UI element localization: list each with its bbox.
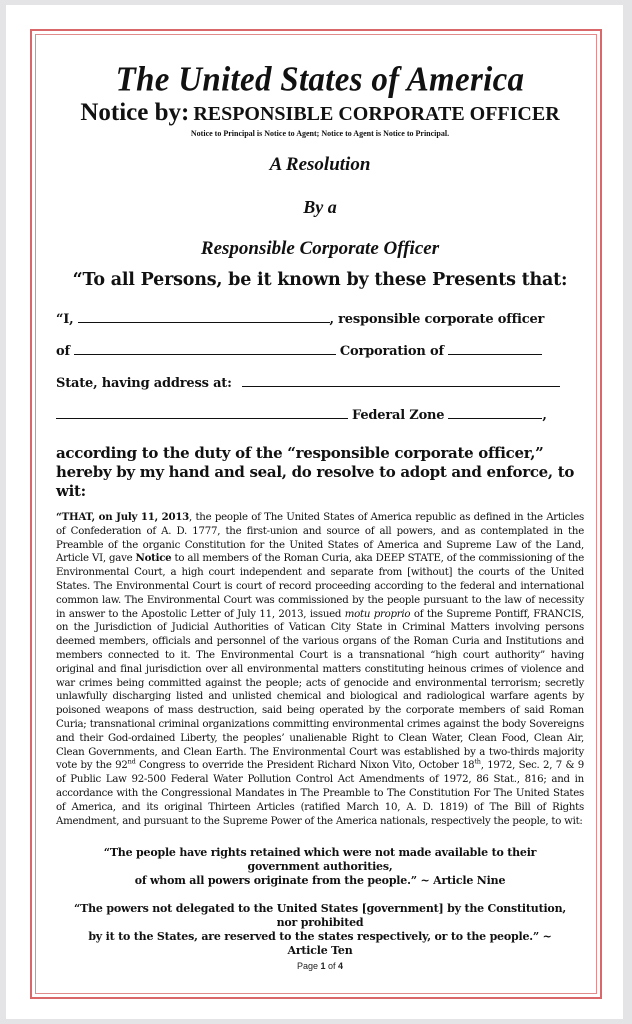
page-label: Page [296, 961, 318, 972]
body-lead: “THAT, on July 11, 2013 [56, 511, 190, 523]
body-part-4: Congress to override the President Richard Nixon Vito, October 18 [135, 760, 475, 772]
quote1-line1: “The people have rights retained which were not made available to their [103, 846, 537, 860]
principal-agent-line: Notice to Principal is Notice to Agent; Notice to Agent is Notice to Principal. [190, 129, 450, 138]
notice-by-role: RESPONSIBLE CORPORATE OFFICER [193, 103, 560, 125]
quote2-line3: by it to the States, are reserved to the states respectively, or to the people.” ~ [88, 930, 552, 944]
federal-zone-blank[interactable] [448, 404, 542, 419]
quote2-line2: nor prohibited [276, 916, 364, 930]
notice-by-lead: Notice by: [80, 99, 190, 126]
quote1-line2: government authorities, [247, 860, 393, 874]
page-number [56, 961, 584, 971]
body-part-1: , the people of The United States of America republic as defined in the Articles of Confederation of A. D. 1777, the first-union and source of all powers, and as contemplated in the Preamble of the organic Constitution for the United States of America and Supreme Law of the Land, Article VI, gave [56, 512, 584, 565]
body-motu-proprio: motu proprio [344, 608, 411, 620]
form-line2-middle: Corporation of [339, 344, 444, 359]
page-content [56, 60, 584, 971]
form-line-name [56, 304, 584, 336]
officer-name-blank[interactable] [78, 308, 330, 323]
article-ten-quote [56, 902, 584, 958]
body-part-5: , 1972, Sec. 2, 7 & 9 of Public Law 92-500 Federal Water Pollution Control Act Amendments of 1972, 86 Stat., 816; and in accordance with the Congressional Mandates in The Preamble to The Constitution For The United States of America, and its original Thirteen Articles (ratified March 10, A. D. 1819) of The Bill of Rights Amendment, and pursuant to the Supreme Power of the America nationals, respectively the people, to wit: [56, 760, 584, 827]
body-part-2: to all members of the Roman Curia, aka DEEP STATE, of the commissioning of the Environmental Court, a high court independent and separate from [without] the courts of the United States. The Environmental Court is court of record proceeding according to the federal and international common law. The Environmental Court was commissioned by the people pursuant to the law of necessity in answer to the Apostolic Letter of July 11, 2013, issued [56, 553, 584, 620]
to-all-persons-heading: “To all Persons, be it known by these Presents that: [72, 270, 568, 290]
duty-statement: according to the duty of the “responsible corporate officer,” hereby by my hand and seal, do resolve to adopt and enforce, to wit: [56, 444, 575, 500]
quote2-line4: Article Ten [287, 944, 353, 958]
form-line-address [56, 368, 584, 400]
document-page [6, 5, 623, 1019]
resolution-body [56, 511, 584, 828]
address-continued-blank[interactable] [56, 404, 348, 419]
corporation-name-blank[interactable] [74, 340, 336, 355]
corporation-state-blank[interactable] [448, 340, 542, 355]
form-line-corporation [56, 336, 584, 368]
article-nine-quote [56, 846, 584, 888]
address-blank[interactable] [242, 372, 560, 387]
form-line4-middle: Federal Zone [352, 408, 445, 423]
by-a-heading: By a [303, 197, 337, 217]
form-fields [56, 304, 584, 432]
body-sup-nd: nd [127, 757, 136, 766]
body-notice: Notice [135, 552, 172, 565]
page-current: 1 [320, 961, 326, 972]
form-line3-prefix: State, having address at: [56, 376, 232, 391]
form-line4-suffix: , [542, 408, 547, 423]
form-line1-suffix: , responsible corporate officer [329, 312, 545, 327]
body-sup-th: th [474, 757, 481, 766]
page-total: 4 [338, 961, 344, 972]
document-title: The United States of America [115, 61, 525, 99]
page-of: of [328, 961, 336, 972]
form-line2-prefix: of [56, 344, 70, 359]
body-part-3: of the Supreme Pontiff, FRANCIS, on the Jurisdiction of Judicial Authorities of Vatican City State in Criminal Matters involving persons deemed members, officials and personnel of the various organs of the Roman Curia and Institutions and members connected to it. The Environmental Court is a transnational “high court authority” having original and final jurisdiction over all environmental matters constituting heinous crimes of violence and war crimes being committed against the people; acts of genocide and environmental terrorism; secretly unlawfully discharging listed and unlisted chemical and biological and radiological warfare agents by poisoned weapons of mass destruction, said being operated by the corporate members of said Roman Curia; transnational criminal organizations committing environmental crimes against the body Sovereigns and their God-ordained Liberty, the peoples’ unalienable Right to Clean Water, Clean Food, Clean Air, Clean Governments, and Clean Earth. The Environmental Court was established by a two-thirds majority vote by the 92 [56, 608, 584, 772]
quote2-line1: “The powers not delegated to the United States [government] by the Constitution, [74, 902, 566, 916]
form-line-federal-zone [56, 400, 584, 432]
form-line1-prefix: “I, [56, 312, 74, 327]
rco-heading: Responsible Corporate Officer [200, 238, 440, 259]
quote1-line3: of whom all powers originate from the people.” ~ Article Nine [134, 874, 506, 888]
resolution-heading: A Resolution [269, 154, 371, 175]
notice-by-heading [56, 100, 584, 129]
